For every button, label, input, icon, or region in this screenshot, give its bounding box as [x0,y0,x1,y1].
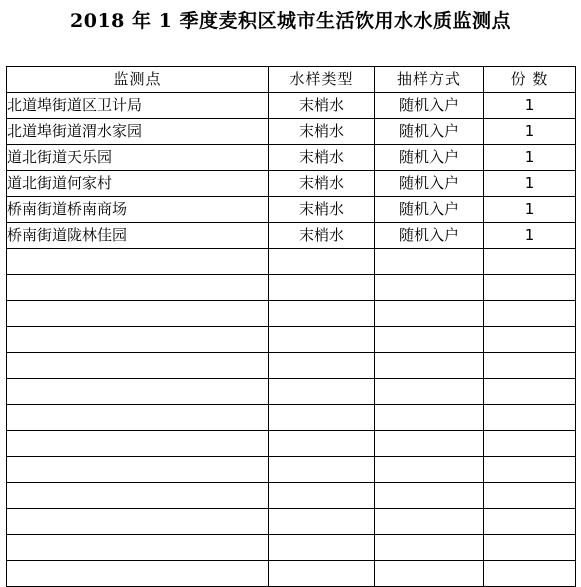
cell-count [484,561,576,587]
cell-sampling-method [375,405,484,431]
cell-count [484,405,576,431]
cell-site [7,405,269,431]
cell-count [484,431,576,457]
table-row [7,171,576,197]
table-row [7,119,576,145]
cell-water-type: 末梢水 [269,171,375,197]
cell-site [7,509,269,535]
cell-sampling-method: 随机入户 [375,171,484,197]
cell-water-type [269,275,375,301]
cell-sampling-method: 随机入户 [375,93,484,119]
cell-water-type [269,301,375,327]
header-site: 监测点 [7,67,269,93]
cell-water-type [269,561,375,587]
cell-sampling-method [375,275,484,301]
cell-count: 1 [484,119,576,145]
cell-site [7,275,269,301]
cell-count [484,509,576,535]
table-row [7,93,576,119]
cell-site [7,431,269,457]
table-row [7,249,576,275]
header-sampling-method: 抽样方式 [375,67,484,93]
cell-site [7,535,269,561]
cell-water-type [269,483,375,509]
cell-sampling-method: 随机入户 [375,223,484,249]
cell-water-type: 末梢水 [269,119,375,145]
cell-water-type [269,379,375,405]
table-row [7,145,576,171]
cell-count [484,483,576,509]
cell-count: 1 [484,197,576,223]
cell-sampling-method [375,535,484,561]
cell-sampling-method [375,301,484,327]
document-title: 2018 年 1 季度麦积区城市生活饮用水水质监测点 [70,10,511,32]
cell-count [484,249,576,275]
cell-sampling-method [375,327,484,353]
cell-water-type [269,457,375,483]
table-row [7,483,576,509]
cell-count: 1 [484,223,576,249]
table-row [7,197,576,223]
cell-site: 道北街道何家村 [7,171,269,197]
cell-site [7,353,269,379]
table-row [7,561,576,587]
cell-site: 北道埠街道区卫计局 [7,93,269,119]
table-row [7,379,576,405]
table-header-row [7,67,576,93]
cell-sampling-method [375,353,484,379]
cell-sampling-method [375,379,484,405]
cell-site [7,379,269,405]
cell-sampling-method: 随机入户 [375,197,484,223]
monitoring-points-table [6,66,576,587]
cell-count [484,301,576,327]
cell-site: 道北街道天乐园 [7,145,269,171]
table-row [7,275,576,301]
cell-water-type: 末梢水 [269,93,375,119]
cell-sampling-method [375,561,484,587]
cell-site: 桥南街道陇林佳园 [7,223,269,249]
cell-water-type: 末梢水 [269,223,375,249]
table-row [7,431,576,457]
cell-count: 1 [484,171,576,197]
table-row [7,405,576,431]
cell-site [7,457,269,483]
cell-count [484,327,576,353]
cell-water-type [269,353,375,379]
table-row [7,327,576,353]
cell-count: 1 [484,145,576,171]
table-row [7,509,576,535]
cell-sampling-method [375,249,484,275]
cell-water-type: 末梢水 [269,145,375,171]
cell-site [7,561,269,587]
table-row [7,535,576,561]
cell-water-type [269,509,375,535]
table-row [7,223,576,249]
table-row [7,457,576,483]
header-count: 份 数 [484,67,576,93]
cell-count [484,353,576,379]
cell-water-type [269,249,375,275]
cell-water-type [269,535,375,561]
cell-water-type: 末梢水 [269,197,375,223]
cell-sampling-method [375,457,484,483]
cell-site: 桥南街道桥南商场 [7,197,269,223]
cell-site [7,249,269,275]
cell-sampling-method: 随机入户 [375,145,484,171]
cell-site [7,483,269,509]
cell-count: 1 [484,93,576,119]
cell-count [484,457,576,483]
cell-sampling-method [375,509,484,535]
cell-site [7,301,269,327]
cell-count [484,535,576,561]
header-water-type: 水样类型 [269,67,375,93]
table-row [7,353,576,379]
cell-count [484,275,576,301]
cell-sampling-method: 随机入户 [375,119,484,145]
cell-water-type [269,431,375,457]
cell-sampling-method [375,431,484,457]
cell-site [7,327,269,353]
table-row [7,301,576,327]
cell-count [484,379,576,405]
cell-sampling-method [375,483,484,509]
cell-water-type [269,405,375,431]
cell-site: 北道埠街道渭水家园 [7,119,269,145]
cell-water-type [269,327,375,353]
